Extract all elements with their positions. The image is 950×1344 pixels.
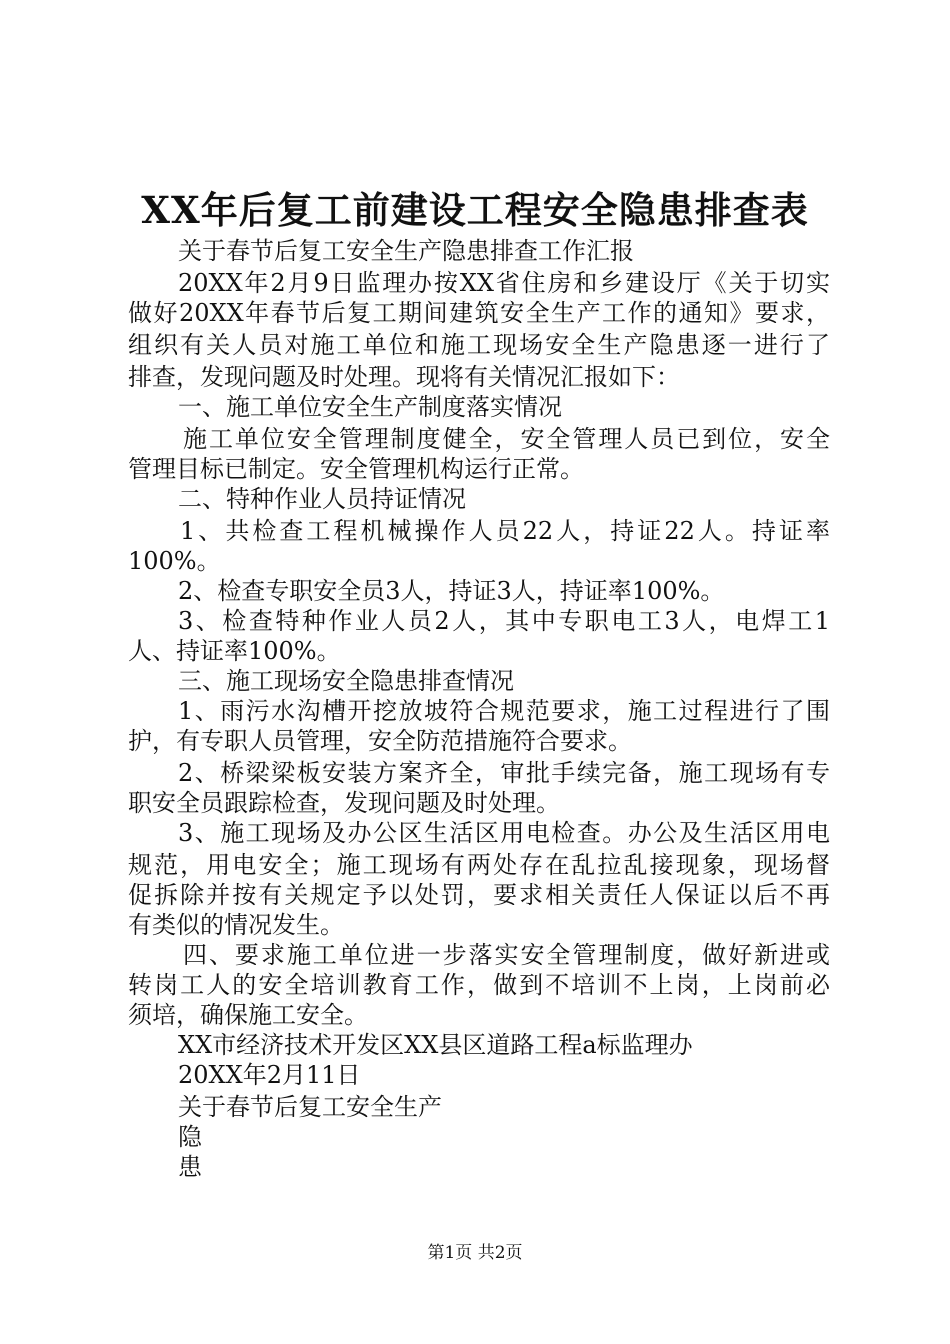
section-4-line-1: 四、要求施工单位进一步落实安全管理制度，做好新进或 xyxy=(183,941,830,969)
section-3-item-3-line-1: 3、施工现场及办公区生活区用电检查。办公及生活区用电 xyxy=(178,819,830,847)
section-3-item-2-line-2: 职安全员跟踪检查，发现问题及时处理。 xyxy=(128,789,560,817)
section-4-line-3: 须培，确保施工安全。 xyxy=(128,1001,368,1029)
next-heading-char-2: 患 xyxy=(178,1153,202,1181)
section-3-item-3-line-2: 规范，用电安全；施工现场有两处存在乱拉乱接现象，现场督 xyxy=(128,851,830,879)
page-number-footer: 第1页 共2页 xyxy=(427,1243,523,1263)
section-3-item-1-line-1: 1、雨污水沟槽开挖放坡符合规范要求，施工过程进行了围 xyxy=(178,697,830,725)
section-1-line-2: 管理目标已制定。安全管理机构运行正常。 xyxy=(128,455,584,483)
section-3-heading: 三、施工现场安全隐患排查情况 xyxy=(178,667,514,695)
section-2-item-3-line-1: 3、检查特种作业人员2人，其中专职电工3人，电焊工1 xyxy=(178,607,830,635)
intro-line-1: 20XX年2月9日监理办按XX省住房和乡建设厅《关于切实 xyxy=(178,269,830,297)
section-3-item-3-line-4: 有类似的情况发生。 xyxy=(128,911,344,939)
signature-organization: XX市经济技术开发区XX县区道路工程a标监理办 xyxy=(178,1031,693,1059)
section-2-item-2: 2、检查专职安全员3人，持证3人，持证率100%。 xyxy=(178,577,725,605)
section-3-item-2-line-1: 2、桥梁梁板安装方案齐全，审批手续完备，施工现场有专 xyxy=(178,759,830,787)
section-3-item-3-line-3: 促拆除并按有关规定予以处罚，要求相关责任人保证以后不再 xyxy=(128,881,830,909)
section-3-item-1-line-2: 护，有专职人员管理，安全防范措施符合要求。 xyxy=(128,727,632,755)
section-2-item-1-line-1: 1、共检查工程机械操作人员22人，持证22人。持证率 xyxy=(180,517,830,545)
next-heading-char-1: 隐 xyxy=(178,1123,202,1151)
intro-line-2: 做好20XX年春节后复工期间建筑安全生产工作的通知》要求， xyxy=(128,299,830,327)
section-2-heading: 二、特种作业人员持证情况 xyxy=(178,485,466,513)
signature-date: 20XX年2月11日 xyxy=(178,1061,361,1089)
section-4-line-2: 转岗工人的安全培训教育工作，做到不培训不上岗，上岗前必 xyxy=(128,971,830,999)
section-2-item-1-line-2: 100%。 xyxy=(128,547,221,575)
intro-line-4: 排查，发现问题及时处理。现将有关情况汇报如下： xyxy=(128,363,680,391)
report-heading: 关于春节后复工安全生产隐患排查工作汇报 xyxy=(178,237,634,265)
intro-line-3: 组织有关人员对施工单位和施工现场安全生产隐患逐一进行了 xyxy=(128,331,830,359)
section-1-heading: 一、施工单位安全生产制度落实情况 xyxy=(178,393,562,421)
document-title: XX年后复工前建设工程安全隐患排查表 xyxy=(141,188,809,232)
section-1-line-1: 施工单位安全管理制度健全，安全管理人员已到位，安全 xyxy=(183,425,830,453)
next-heading-fragment: 关于春节后复工安全生产 xyxy=(178,1093,442,1121)
section-2-item-3-line-2: 人、持证率100%。 xyxy=(128,637,341,665)
